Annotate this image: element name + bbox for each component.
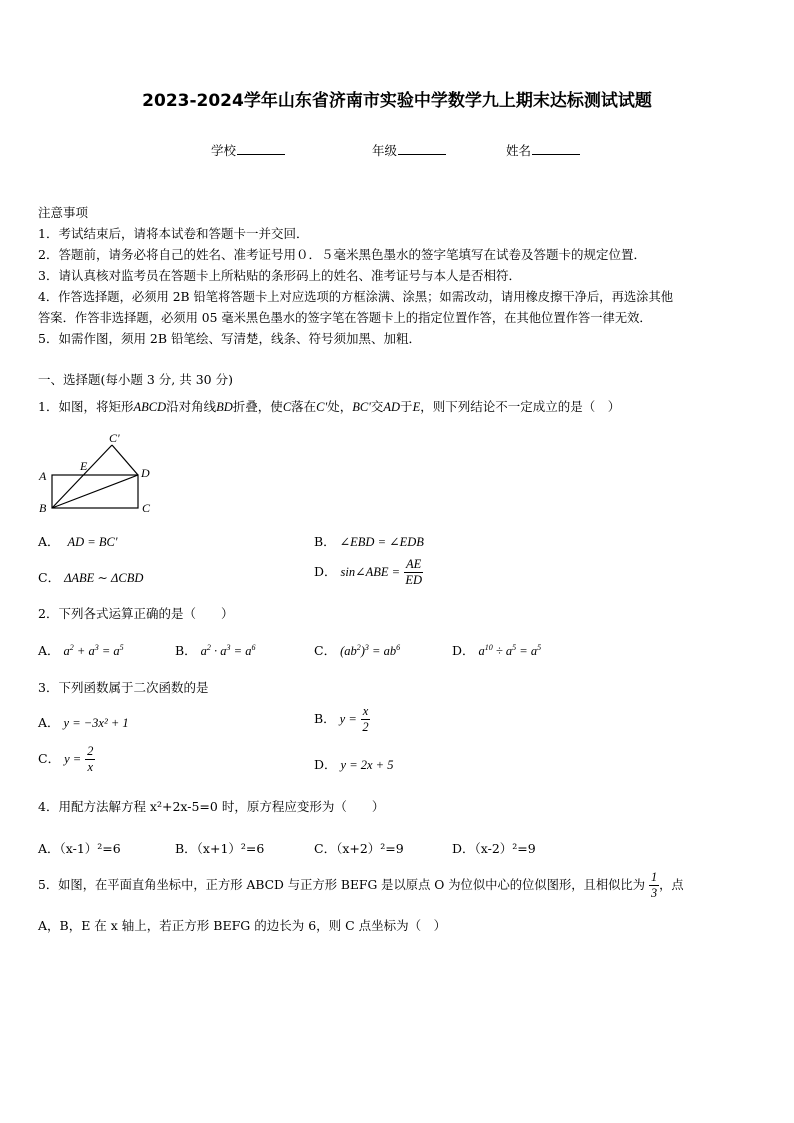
label-c-prime: C' <box>109 431 120 445</box>
q4-option-b[interactable]: B．（x+1）²=6 <box>175 841 265 856</box>
label-b: B <box>39 501 47 515</box>
question-5-stem-cont: A，B，E 在 x 轴上，若正方形 BEFG 的边长为 6，则 C 点坐标为（ ） <box>38 918 447 933</box>
notice-item: 3．请认真核对监考员在答题卡上所粘贴的条形码上的姓名、准考证号与本人是否相符． <box>38 268 521 283</box>
notice-item: 答案．作答非选择题，必须用 05 毫米黑色墨水的签字笔在答题卡上的指定位置作答，在其他位置作答一律无效． <box>38 311 652 325</box>
grade-blank[interactable] <box>398 144 446 155</box>
notice-item: 5．如需作图，须用 2B 铅笔绘、写清楚，线条、符号须加黑、加粗． <box>38 331 422 346</box>
label-e: E <box>80 459 88 473</box>
question-1-stem: 1．如图，将矩形ABCD沿对角线BD折叠，使C落在C'处，BC'交AD于E，则下列结论不一定成立的是（ ） <box>38 399 621 414</box>
diagonal-bd <box>52 475 138 508</box>
fraction: $\frac{AE}{ED}$ <box>405 557 422 587</box>
name-blank[interactable] <box>532 144 580 155</box>
q4-option-a[interactable]: A．（x-1）²=6 <box>38 841 121 856</box>
notice-heading: 注意事项 <box>38 205 89 220</box>
q4-option-c[interactable]: C．（x+2）²=9 <box>314 841 404 856</box>
q3-option-b[interactable]: B． y = $\frac{x}{2}$ <box>314 704 369 734</box>
school-field[interactable] <box>211 141 285 159</box>
question-5-stem: 5．如图，在平面直角坐标中，正方形 ABCD 与正方形 BEFG 是以原点 O 为位似中心的位似图形，且相似比为 $\frac{1}{3}$ ，点 <box>38 870 684 900</box>
q1-option-d[interactable]: D． sin∠ABE = $\frac{AE}{ED}$ <box>314 557 422 587</box>
q1-option-c[interactable]: C． ΔABE ∼ ΔCBD <box>38 570 144 585</box>
fraction: $\frac{2}{x}$ <box>87 744 94 774</box>
name-label: 姓名 <box>506 143 532 158</box>
name-field[interactable] <box>506 141 580 159</box>
fraction: $\frac{x}{2}$ <box>362 704 369 734</box>
q1-option-b[interactable]: B． ∠EBD = ∠EDB <box>314 534 424 549</box>
fraction: $\frac{1}{3}$ <box>650 870 658 900</box>
q3-option-d[interactable]: D． y = 2x + 5 <box>314 757 394 772</box>
q4-option-d[interactable]: D．（x-2）²=9 <box>452 841 536 856</box>
q1-option-a[interactable]: A． AD = BC' <box>38 534 118 549</box>
question-4-stem: 4．用配方法解方程 x²+2x-5=0 时，原方程应变形为（ ） <box>38 799 385 814</box>
section-heading: 一、选择题(每小题 3 分, 共 30 分) <box>38 372 233 387</box>
segment-c-prime-d <box>112 445 138 475</box>
q2-option-b[interactable]: B． $a^2 \cdot a^3 = a^6$ <box>175 642 256 658</box>
school-blank[interactable] <box>237 144 285 155</box>
label-d: D <box>141 466 150 480</box>
question-3-stem: 3．下列函数属于二次函数的是 <box>38 680 209 695</box>
q2-option-c[interactable]: C． $(ab^2)^3 = ab^6$ <box>314 642 401 658</box>
segment-bc-prime <box>52 445 112 508</box>
notice-item: 4．作答选择题，必须用 2B 铅笔将答题卡上对应选项的方框涂满、涂黑；如需改动，请用橡皮擦干净后，再选涂其他 <box>38 290 674 304</box>
page-title: 2023-2024学年山东省济南市实验中学数学九上期末达标测试试题 <box>142 91 652 111</box>
label-c: C <box>142 501 151 515</box>
grade-field[interactable] <box>372 141 446 159</box>
question-2-stem: 2．下列各式运算正确的是（ ） <box>38 606 234 621</box>
grade-label: 年级 <box>372 143 398 158</box>
question-1-figure <box>36 430 162 516</box>
school-label: 学校 <box>211 143 237 158</box>
q3-option-a[interactable]: A． y = −3x² + 1 <box>38 715 129 730</box>
q2-option-d[interactable]: D． $a^{10} \div a^5 = a^5$ <box>452 642 542 658</box>
q3-option-c[interactable]: C． y = $\frac{2}{x}$ <box>38 744 94 774</box>
label-a: A <box>39 469 47 483</box>
notice-item: 2．答题前，请务必将自己的姓名、准考证号用０．５毫米黑色墨水的签字笔填写在试卷及答题卡的规定位置． <box>38 247 646 262</box>
q2-option-a[interactable]: A． $a^2 + a^3 = a^5$ <box>38 642 124 658</box>
notice-item: 1．考试结束后，请将本试卷和答题卡一并交回． <box>38 226 309 241</box>
